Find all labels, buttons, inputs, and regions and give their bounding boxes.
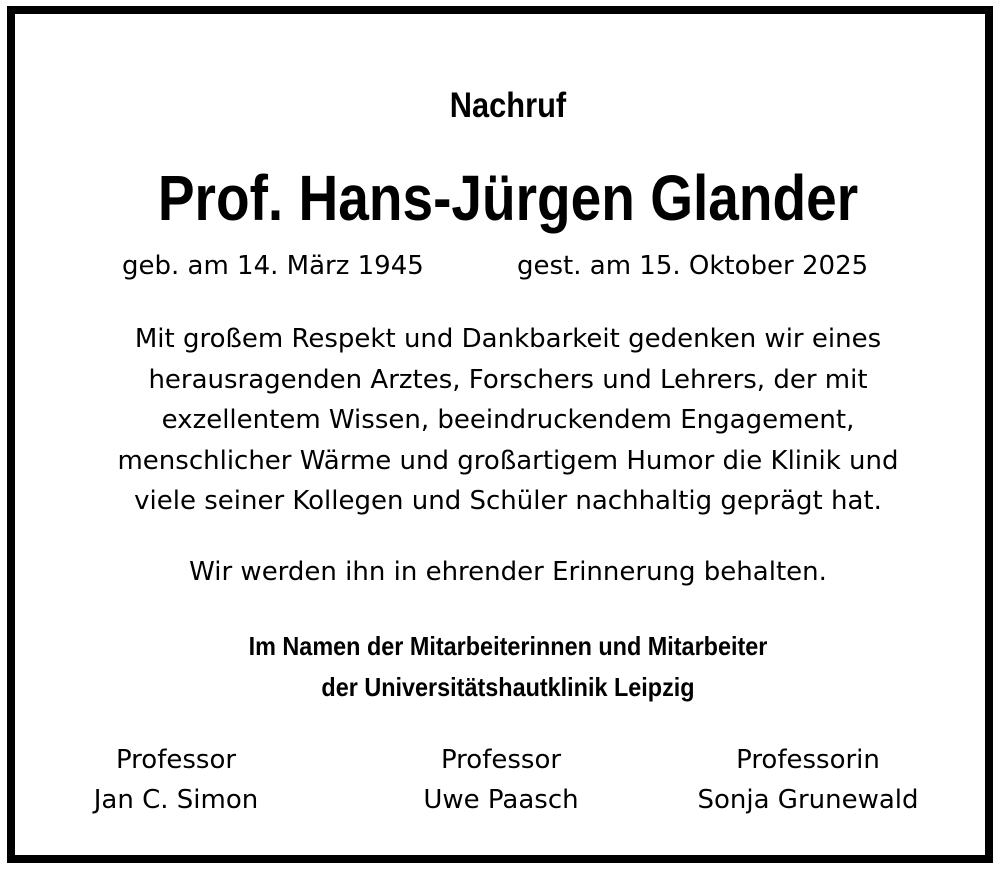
tribute-line: herausragenden Arztes, Forschers und Lehrers, der mit	[148, 364, 868, 395]
obituary-heading: Nachruf	[449, 86, 567, 125]
tribute-line: menschlicher Wärme und großartigem Humor die Klinik und	[117, 445, 899, 476]
birth-date: geb. am 14. März 1945	[122, 251, 424, 281]
tribute-line: viele seiner Kollegen und Schüler nachhaltig geprägt hat.	[134, 486, 882, 516]
signer	[392, 740, 610, 820]
closing-sentence: Wir werden ihn in ehrender Erinnerung behalten.	[189, 557, 827, 587]
death-date: gest. am 15. Oktober 2025	[517, 251, 869, 281]
signer	[679, 740, 937, 820]
tribute-line: exzellentem Wissen, beeindruckendem Engagement,	[161, 405, 855, 435]
signers-block	[15, 740, 1000, 830]
tribute-text	[15, 319, 1000, 522]
signer	[67, 740, 285, 820]
signer-name: Sonja Grunewald	[697, 785, 919, 815]
signer-name: Jan C. Simon	[93, 785, 259, 815]
deceased-name: Prof. Hans-Jürgen Glander	[157, 162, 859, 234]
organization-line: der Universitätshautklinik Leipzig	[321, 671, 695, 702]
signer-name: Uwe Paasch	[423, 785, 579, 815]
tribute-line: Mit großem Respekt und Dankbarkeit gedenken wir eines	[134, 324, 882, 354]
signer-title: Professor	[440, 745, 562, 775]
organization-block	[64, 626, 951, 707]
organization-line: Im Namen der Mitarbeiterinnen und Mitarbeiter	[248, 631, 768, 661]
signer-title: Professorin	[736, 745, 880, 775]
signer-title: Professor	[115, 745, 237, 775]
obituary-frame	[7, 6, 993, 863]
